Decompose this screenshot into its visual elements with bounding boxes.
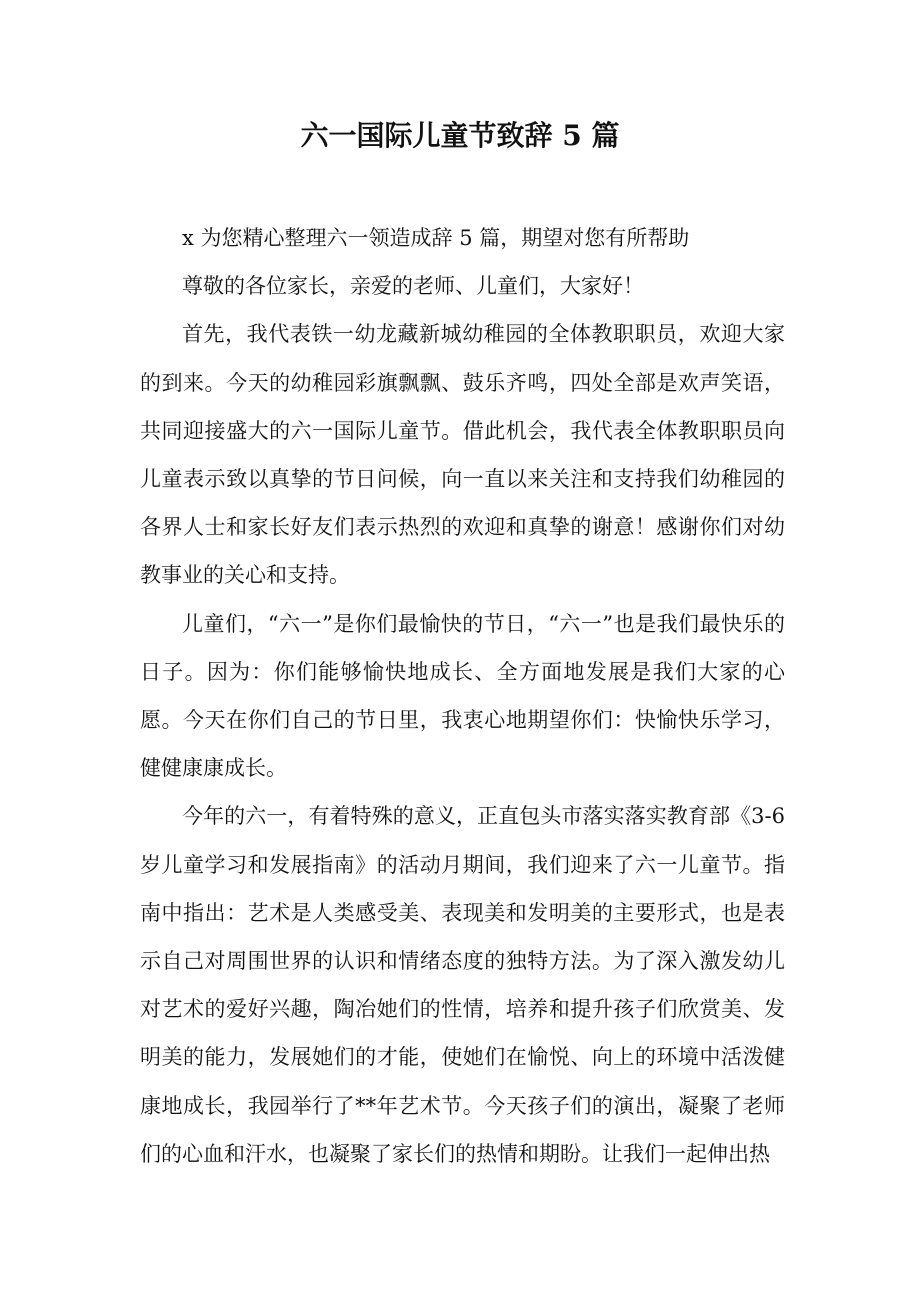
body-paragraph: 首先，我代表铁一幼龙藏新城幼稚园的全体教职职员，欢迎大家的到来。今天的幼稚园彩旗飘飘、鼓乐齐鸣，四处全部是欢声笑语，共同迎接盛大的六一国际儿童节。借此机会，我代表全体教职职员向儿童表示致以真挚的节日问候，向一直以来关注和支持我们幼稚园的各界人士和家长好友们表示热烈的欢迎和真挚的谢意！感谢你们对幼教事业的关心和支持。	[140, 322, 785, 588]
intro-paragraph: x 为您精心整理六一领造成辞 5 篇，期望对您有所帮助	[182, 226, 690, 250]
body-paragraph: 儿童们，“六一”是你们最愉快的节日，“六一”也是我们最快乐的日子。因为：你们能够愉快地成长、全方面地发展是我们大家的心愿。今天在你们自己的节日里，我衷心地期望你们：快愉快乐学习，健健康康成长。	[140, 611, 785, 781]
document-body	[140, 214, 785, 1178]
body-paragraph: 今年的六一，有着特殊的意义，正直包头市落实落实教育部《3-6 岁儿童学习和发展指南》的活动月期间，我们迎来了六一儿童节。指南中指出：艺术是人类感受美、表现美和发明美的主要形式，也是表示自己对周围世界的认识和情绪态度的独特方法。为了深入激发幼儿对艺术的爱好兴趣，陶冶她们的性情，培养和提升孩子们欣赏美、发明美的能力，发展她们的才能，使她们在愉悦、向上的环境中活泼健康地成长，我园举行了**年艺术节。今天孩子们的演出，凝聚了老师们的心血和汗水，也凝聚了家长们的热情和期盼。让我们一起伸出热	[140, 804, 785, 1166]
document-title: 六一国际儿童节致辞 5 篇	[300, 119, 620, 152]
greeting-paragraph: 尊敬的各位家长，亲爱的老师、儿童们，大家好！	[182, 274, 644, 299]
